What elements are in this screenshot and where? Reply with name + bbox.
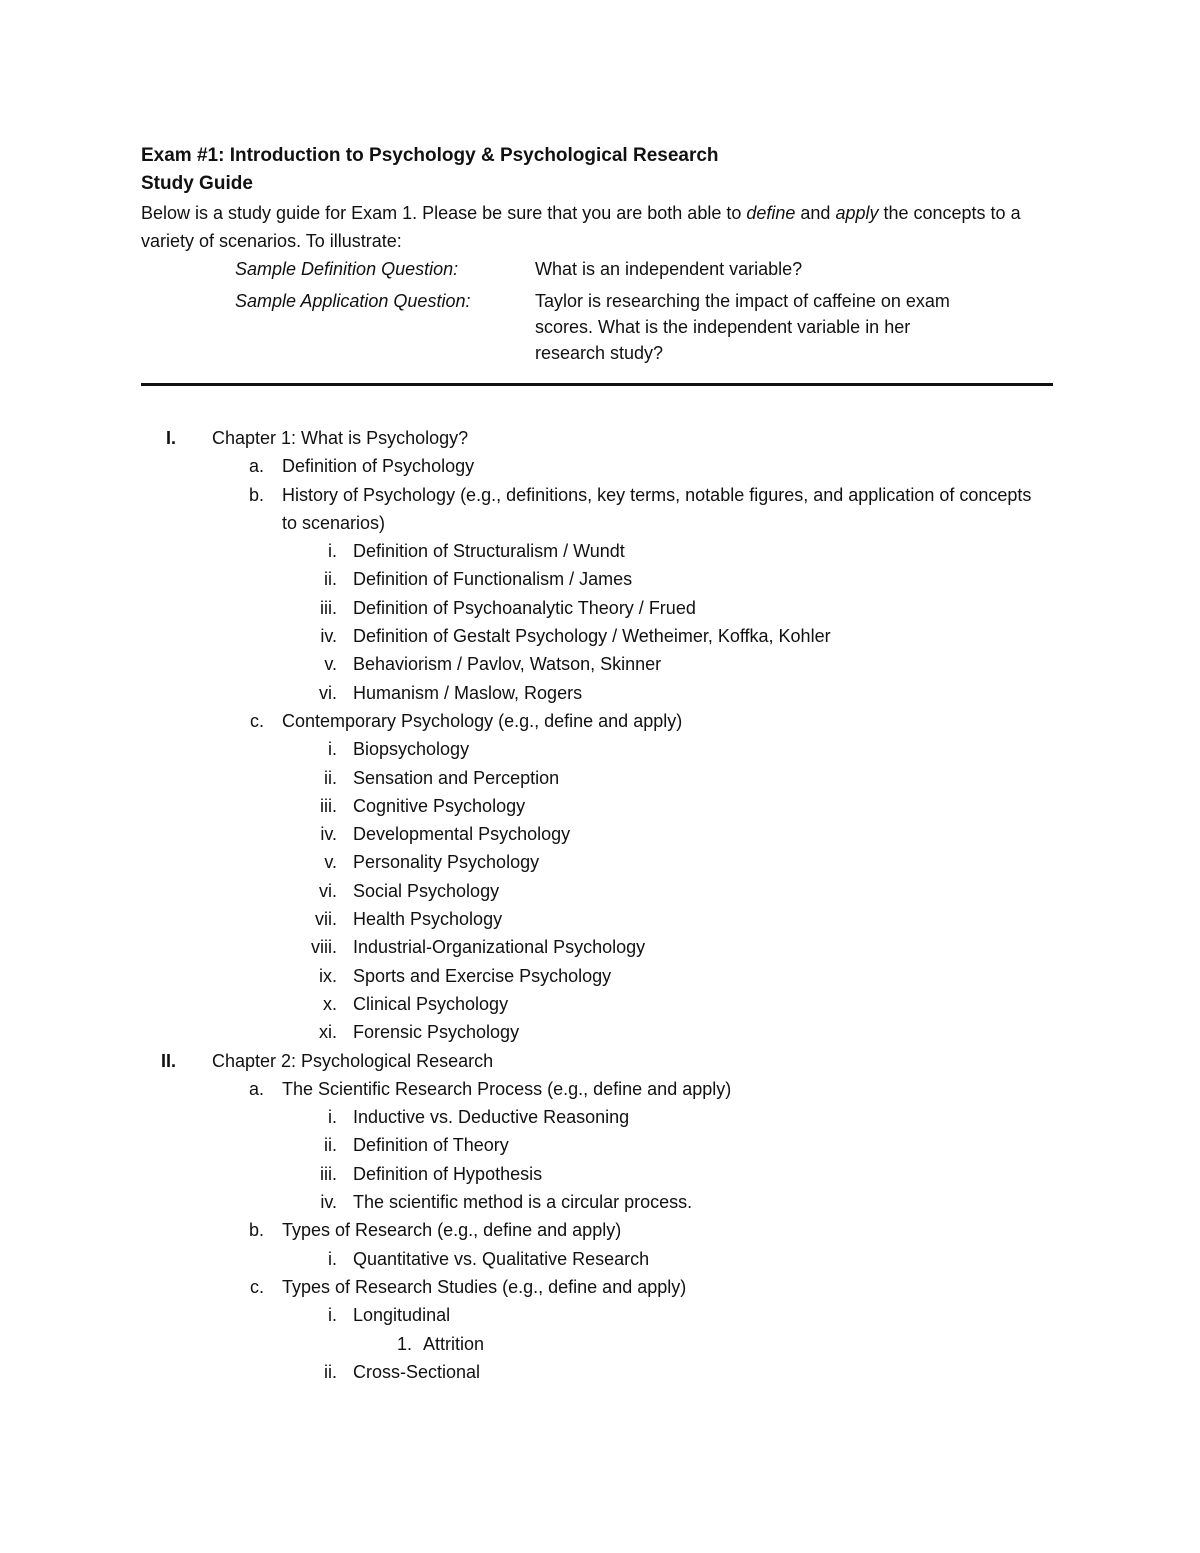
outline-item-level-3	[0, 1103, 1200, 1131]
outline-item-level-3	[0, 1018, 1200, 1046]
outline-text: Cognitive Psychology	[353, 795, 526, 816]
sample-definition-row	[235, 256, 955, 282]
sample-definition-text: What is an independent variable?	[535, 259, 803, 279]
outline-marker: v.	[324, 654, 337, 675]
outline-text: Definition of Hypothesis	[353, 1163, 543, 1184]
outline-item-level-3	[0, 679, 1200, 707]
intro-paragraph	[141, 199, 1071, 255]
outline-item-level-1	[0, 1047, 1200, 1075]
outline-item-level-3	[0, 1160, 1200, 1188]
horizontal-divider	[141, 383, 1053, 386]
outline-item-level-3	[0, 764, 1200, 792]
outline-marker: b.	[248, 484, 264, 505]
outline-item-level-3	[0, 622, 1200, 650]
outline-text: Sports and Exercise Psychology	[353, 965, 612, 986]
outline-text: Sensation and Perception	[353, 767, 560, 788]
outline-text: Behaviorism / Pavlov, Watson, Skinner	[353, 654, 662, 675]
outline-text: Contemporary Psychology (e.g., define and apply)	[282, 710, 683, 731]
outline-marker: v.	[324, 852, 337, 873]
outline-text: Health Psychology	[353, 909, 503, 930]
intro-text-1: Below is a study guide for Exam 1. Please be sure that you are both able to	[141, 203, 747, 223]
outline-item-level-2	[0, 452, 1200, 480]
outline-item-level-3	[0, 848, 1200, 876]
sample-application-row	[235, 288, 955, 366]
outline-marker: a.	[248, 1078, 264, 1099]
outline-text: Definition of Functionalism / James	[353, 569, 633, 590]
outline-marker: i.	[328, 739, 337, 760]
outline-item-level-2	[0, 481, 1200, 538]
outline-item-level-3	[0, 990, 1200, 1018]
outline-item-level-3	[0, 820, 1200, 848]
outline-item-level-3	[0, 650, 1200, 678]
outline-item-level-3	[0, 905, 1200, 933]
outline-item-level-3	[0, 1188, 1200, 1216]
outline-text: Personality Psychology	[353, 852, 540, 873]
outline-item-level-3	[0, 933, 1200, 961]
outline-marker: ii.	[324, 1135, 337, 1156]
outline-marker: i.	[328, 1305, 337, 1326]
intro-define: define	[746, 203, 796, 223]
outline-marker: ii.	[324, 767, 337, 788]
outline-text: Definition of Psychoanalytic Theory / Frued	[353, 597, 696, 618]
document-title: Exam #1: Introduction to Psychology & Psychological Research	[141, 145, 719, 166]
outline-item-level-3	[0, 1358, 1200, 1386]
outline-item-level-3	[0, 735, 1200, 763]
outline-text: Humanism / Maslow, Rogers	[353, 682, 583, 703]
intro-and: and	[795, 203, 836, 223]
outline-marker: 1.	[396, 1333, 412, 1354]
outline-text: Definition of Psychology	[282, 456, 475, 477]
outline-text: History of Psychology (e.g., definitions, key terms, notable figures, and application of concepts to scenarios)	[282, 484, 1032, 533]
outline-marker: xi.	[319, 1022, 337, 1043]
outline-text: Clinical Psychology	[353, 993, 509, 1014]
outline-text: The scientific method is a circular process.	[353, 1192, 693, 1213]
intro-text-2: the concepts to a variety of scenarios. To illustrate:	[141, 203, 1021, 251]
outline-marker: vii.	[315, 909, 337, 930]
outline-marker: c.	[249, 710, 264, 731]
outline-marker: viii.	[311, 937, 337, 958]
outline-text: Definition of Gestalt Psychology / Wetheimer, Koffka, Kohler	[353, 626, 831, 647]
outline-item-level-2	[0, 1273, 1200, 1301]
outline-marker: c.	[249, 1276, 264, 1297]
outline-text: Industrial-Organizational Psychology	[353, 937, 646, 958]
outline-marker: iv.	[320, 824, 337, 845]
document-subtitle: Study Guide	[141, 173, 253, 194]
outline-item-level-3	[0, 1245, 1200, 1273]
outline-item-level-2	[0, 707, 1200, 735]
outline-item-level-3	[0, 792, 1200, 820]
outline-text: Forensic Psychology	[353, 1022, 520, 1043]
outline-marker: iv.	[320, 626, 337, 647]
outline-text: Definition of Theory	[353, 1135, 509, 1156]
outline-item-level-3	[0, 877, 1200, 905]
outline-text: Chapter 1: What is Psychology?	[212, 428, 469, 448]
outline-text: Cross-Sectional	[353, 1361, 481, 1382]
outline-text: Quantitative vs. Qualitative Research	[353, 1248, 650, 1269]
outline-marker: vi.	[319, 682, 337, 703]
outline-marker: x.	[322, 993, 337, 1014]
outline-text: Inductive vs. Deductive Reasoning	[353, 1107, 630, 1128]
outline-text: Developmental Psychology	[353, 824, 571, 845]
outline-text: Social Psychology	[353, 880, 500, 901]
outline-marker: vi.	[319, 880, 337, 901]
outline-text: Types of Research (e.g., define and apply)	[282, 1220, 622, 1241]
outline-item-level-3	[0, 594, 1200, 622]
outline-marker: a.	[248, 456, 264, 477]
outline-marker: iii.	[320, 795, 337, 816]
outline-marker: b.	[248, 1220, 264, 1241]
outline-item-level-3	[0, 1131, 1200, 1159]
outline-item-level-1	[0, 424, 1200, 452]
outline-text: Chapter 2: Psychological Research	[212, 1050, 494, 1071]
outline-text: Attrition	[423, 1333, 485, 1354]
outline-marker: ix.	[319, 965, 337, 986]
outline-marker: ii.	[324, 569, 337, 590]
outline-text: Definition of Structuralism / Wundt	[353, 541, 625, 562]
outline-marker: iii.	[320, 1163, 337, 1184]
outline-item-level-3	[0, 565, 1200, 593]
outline-marker: i.	[328, 1248, 337, 1269]
outline-item-level-2	[0, 1216, 1200, 1244]
outline-item-level-4	[0, 1330, 1200, 1358]
outline-marker: II.	[160, 1050, 176, 1071]
outline-item-level-2	[0, 1075, 1200, 1103]
outline-text: The Scientific Research Process (e.g., define and apply)	[282, 1078, 732, 1099]
sample-definition-label: Sample Definition Question:	[235, 259, 459, 279]
outline-marker: iii.	[320, 597, 337, 618]
intro-apply: apply	[835, 203, 879, 223]
outline-marker: i.	[328, 541, 337, 562]
sample-questions	[235, 256, 955, 372]
outline-marker: I.	[165, 428, 176, 448]
outline-item-level-3	[0, 537, 1200, 565]
sample-application-text: Taylor is researching the impact of caffeine on exam scores. What is the independent variable in her research study?	[535, 291, 950, 363]
outline-text: Types of Research Studies (e.g., define and apply)	[282, 1276, 687, 1297]
outline-marker: ii.	[324, 1361, 337, 1382]
outline-marker: i.	[328, 1107, 337, 1128]
outline-item-level-3	[0, 1301, 1200, 1329]
outline-text: Biopsychology	[353, 739, 470, 760]
sample-application-label: Sample Application Question:	[235, 291, 471, 311]
outline-item-level-3	[0, 962, 1200, 990]
study-outline	[0, 424, 1200, 1386]
outline-marker: iv.	[320, 1192, 337, 1213]
outline-text: Longitudinal	[353, 1305, 451, 1326]
